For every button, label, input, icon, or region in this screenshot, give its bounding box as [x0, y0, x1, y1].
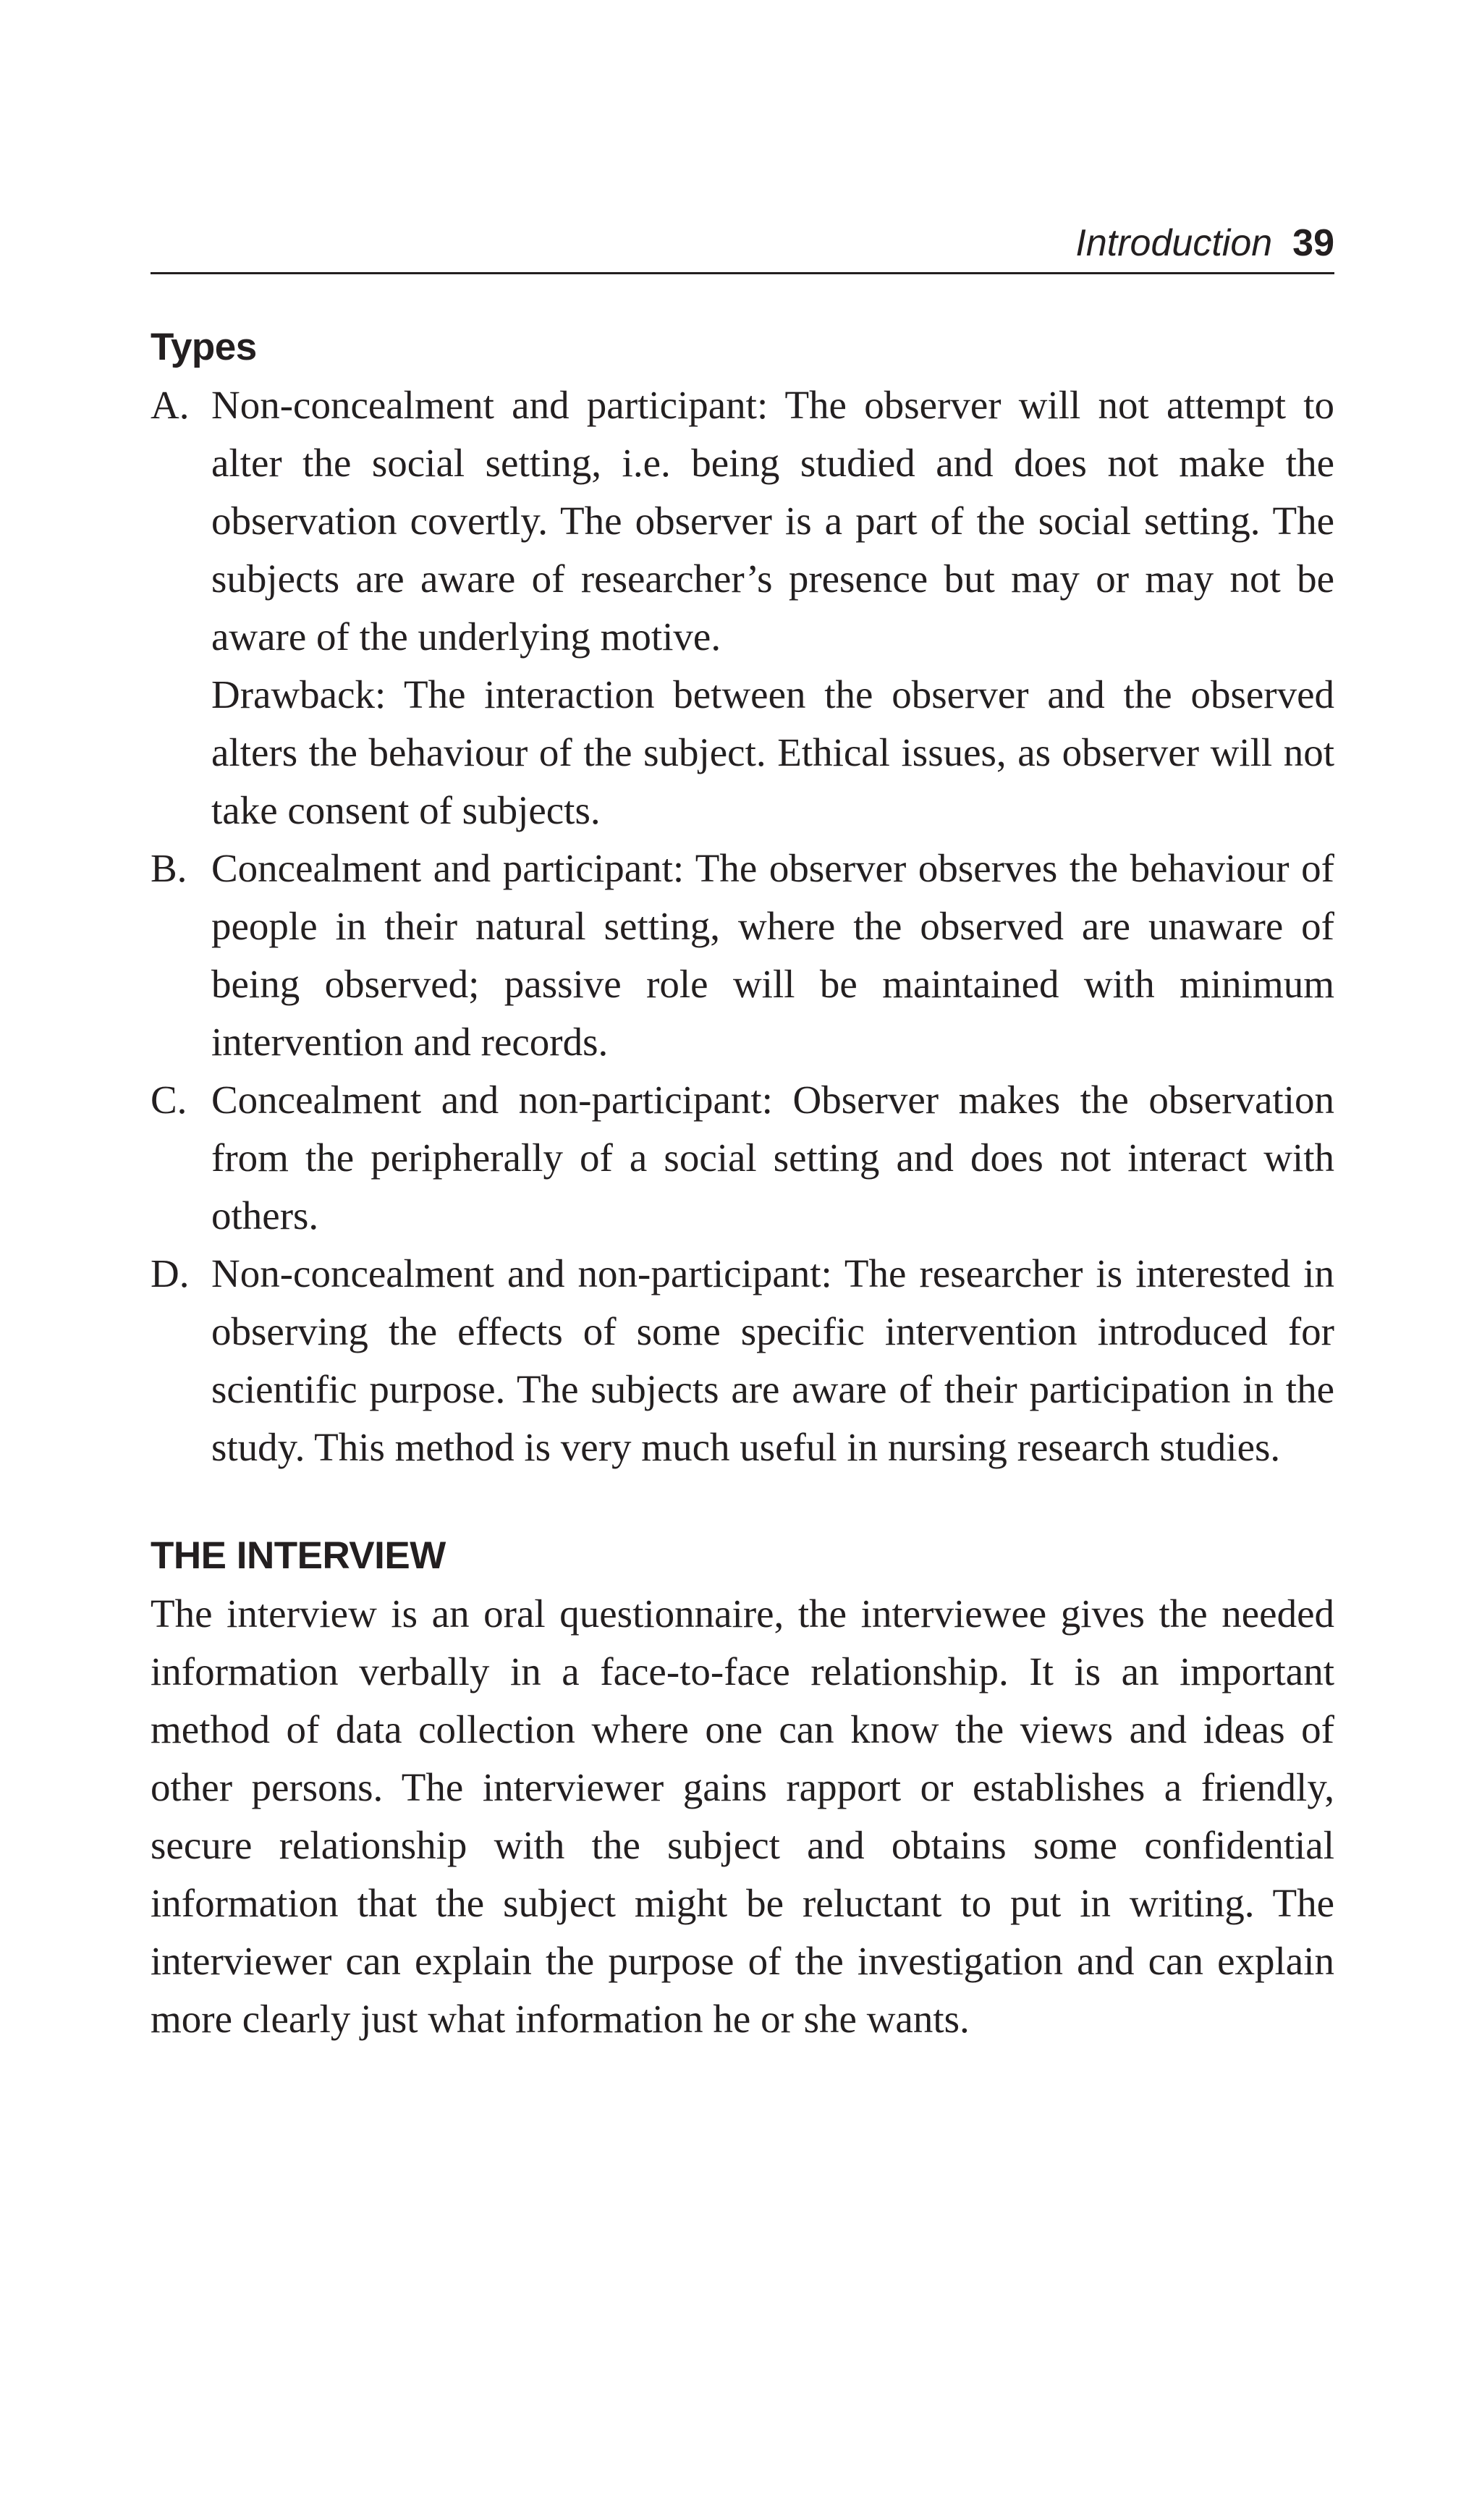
list-item-letter: D. — [151, 1251, 190, 1295]
page-body — [151, 318, 1334, 2048]
list-item-text: Non-concealment and participant: The observer will not attempt to alter the social setting, i.e. being studied and does not make the observation covertly. The observer is a part of the social setting. The subjects are aware of researcher’s presence but may or may not be aware of the underlying motive. — [211, 383, 1334, 659]
interview-paragraph: The interview is an oral questionnaire, the interviewee gives the needed information verbally in a face-to-face relationship. It is an important method of data collection where one can know the views and ideas of other persons. The interviewer gains rapport or establishes a friendly, secure relationship with the subject and obtains some confidential information that the subject might be reluctant to put in writing. The interviewer can explain the purpose of the investigation and can explain more clearly just what information he or she wants. — [151, 1591, 1334, 2041]
list-item-a — [151, 376, 1334, 840]
types-list — [151, 376, 1334, 1476]
list-item-b — [151, 840, 1334, 1071]
running-header-text — [1075, 221, 1334, 265]
list-item-letter: C. — [151, 1078, 187, 1122]
running-header — [151, 214, 1334, 274]
list-item-text: Concealment and participant: The observer observes the behaviour of people in their natural setting, where the observed are unaware of being observed; passive role will be maintained with minimum intervention and records. — [211, 846, 1334, 1064]
interview-heading: THE INTERVIEW — [151, 1534, 446, 1577]
list-item-drawback: Drawback: The interaction between the observer and the observed alters the behaviour of the subject. Ethical issues, as observer will not take consent of subjects. — [211, 672, 1334, 832]
list-item-letter: B. — [151, 846, 187, 890]
types-heading: Types — [151, 326, 257, 368]
header-section-title: Introduction — [1075, 222, 1273, 264]
list-item-c — [151, 1071, 1334, 1245]
list-item-text: Non-concealment and non-participant: The researcher is interested in observing the effects of some specific intervention introduced for scientific purpose. The subjects are aware of their participation in the study. This method is very much useful in nursing research studies. — [211, 1251, 1334, 1469]
page-number: 39 — [1292, 222, 1334, 264]
list-item-d — [151, 1245, 1334, 1476]
section-spacer — [151, 1476, 1334, 1527]
list-item-text: Concealment and non-participant: Observer makes the observation from the peripherally of a social setting and does not interact with others. — [211, 1078, 1334, 1238]
list-item-letter: A. — [151, 383, 190, 427]
